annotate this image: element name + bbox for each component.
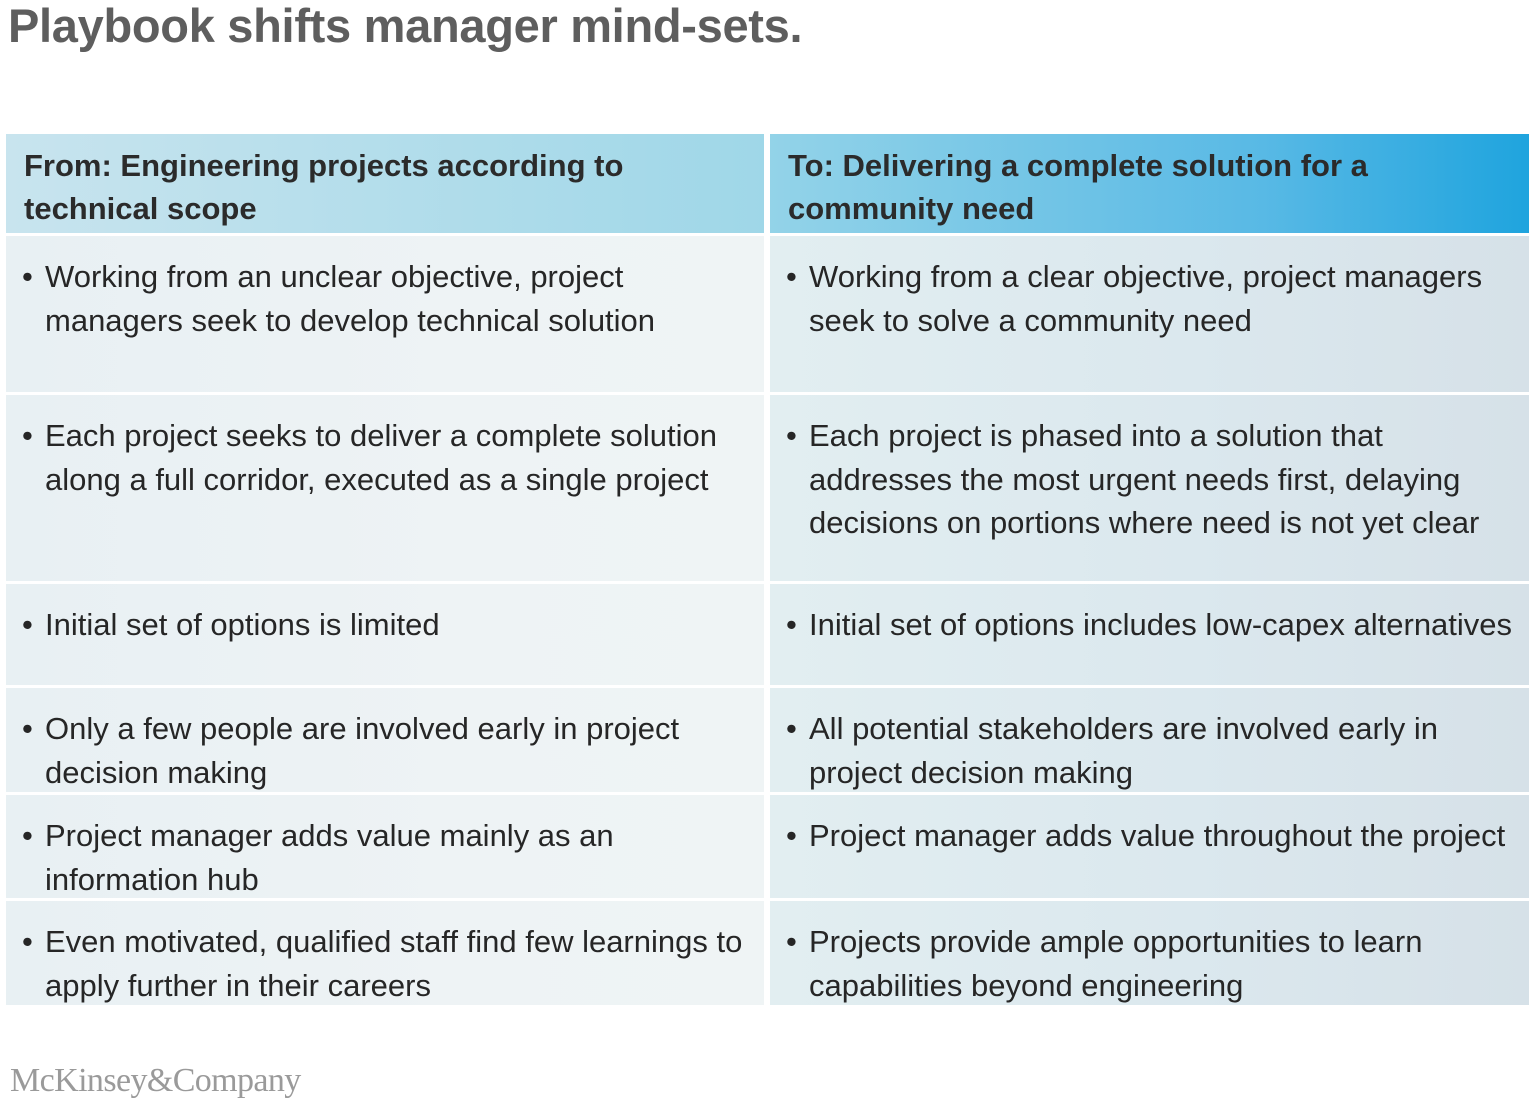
to-item: Projects provide ample opportunities to learn capabilities beyond engineering — [809, 924, 1423, 1003]
bullet-marker: • — [22, 259, 33, 294]
bullet-marker: • — [22, 607, 33, 642]
table-row — [770, 236, 1529, 392]
table-row — [770, 795, 1529, 898]
to-item: All potential stakeholders are involved early in project decision making — [809, 711, 1438, 790]
from-column-header: From: Engineering projects according to technical scope — [6, 134, 764, 233]
bullet-marker: • — [786, 607, 797, 642]
bullet-marker: • — [22, 818, 33, 853]
table-row — [770, 395, 1529, 581]
table-row — [6, 795, 764, 898]
from-item: Only a few people are involved early in project decision making — [45, 711, 680, 790]
table-row — [6, 395, 764, 581]
to-column-header: To: Delivering a complete solution for a community need — [770, 134, 1529, 233]
to-item: Working from a clear objective, project managers seek to solve a community need — [809, 259, 1483, 338]
table-row — [6, 901, 764, 1005]
bullet-marker: • — [786, 418, 797, 453]
from-item: Each project seeks to deliver a complete solution along a full corridor, executed as a single project — [45, 418, 718, 497]
bullet-marker: • — [22, 418, 33, 453]
to-column — [770, 134, 1529, 1005]
from-item: Even motivated, qualified staff find few learnings to apply further in their careers — [45, 924, 743, 1003]
from-item: Initial set of options is limited — [45, 607, 440, 642]
bullet-marker: • — [22, 924, 33, 959]
page-title: Playbook shifts manager mind-sets. — [8, 0, 803, 52]
table-row — [770, 688, 1529, 792]
to-item: Initial set of options includes low-capex alternatives — [809, 607, 1513, 642]
to-item: Each project is phased into a solution that addresses the most urgent needs first, delaying decisions on portions where need is not yet clear — [809, 418, 1480, 540]
table-row — [6, 688, 764, 792]
table-row — [6, 584, 764, 685]
bullet-marker: • — [786, 711, 797, 746]
to-item: Project manager adds value throughout the project — [809, 818, 1506, 853]
from-item: Working from an unclear objective, project managers seek to develop technical solution — [45, 259, 656, 338]
mckinsey-logo: McKinsey&Company — [10, 1062, 301, 1099]
table-row — [770, 584, 1529, 685]
from-column — [6, 134, 764, 1005]
from-item: Project manager adds value mainly as an information hub — [45, 818, 614, 897]
bullet-marker: • — [786, 924, 797, 959]
bullet-marker: • — [786, 818, 797, 853]
bullet-marker: • — [786, 259, 797, 294]
table-row — [770, 901, 1529, 1005]
bullet-marker: • — [22, 711, 33, 746]
table-row — [6, 236, 764, 392]
